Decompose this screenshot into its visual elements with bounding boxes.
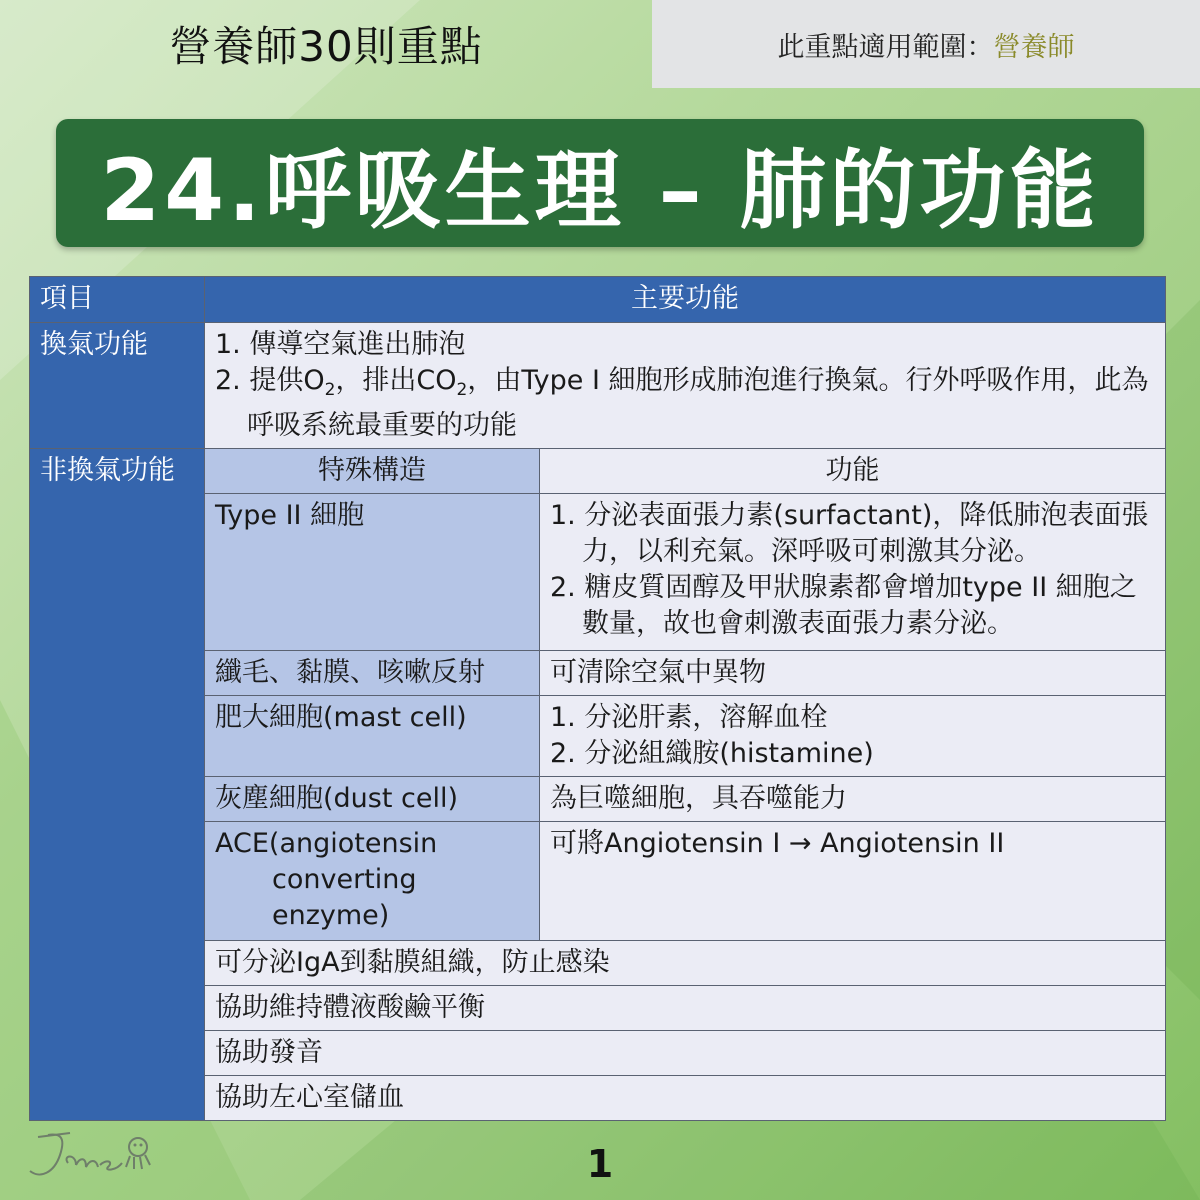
function-line: 2. 分泌組織胺(histamine) xyxy=(550,738,874,769)
signature-logo-icon xyxy=(20,1125,170,1185)
header-scope xyxy=(652,0,1200,88)
function-line: 2. 糖皮質固醇及甲狀腺素都會增加type II 細胞之數量，故也會刺激表面張力素分泌。 xyxy=(550,572,1137,639)
function-cell xyxy=(540,494,1166,651)
topic-banner: 24.呼吸生理 – 肺的功能 xyxy=(56,119,1144,247)
function-cell xyxy=(540,651,1166,696)
function-line: 可將Angiotensin Ⅰ → Angiotensin II xyxy=(550,828,1005,859)
table-row-gas-exchange xyxy=(30,323,1166,449)
structure-cell: 纖毛、黏膜、咳嗽反射 xyxy=(205,651,540,696)
extra-function-cell: 協助左心室儲血 xyxy=(205,1076,1166,1121)
subheader-function: 功能 xyxy=(540,449,1166,494)
header-main-function: 主要功能 xyxy=(205,277,1166,323)
function-line: 為巨噬細胞，具吞噬能力 xyxy=(550,783,847,814)
gas-item-1: 1. 傳導空氣進出肺泡 xyxy=(215,329,466,360)
structure-cell: 灰塵細胞(dust cell) xyxy=(205,777,540,822)
structure-cell: 肥大細胞(mast cell) xyxy=(205,696,540,777)
non-gas-exchange-label: 非換氣功能 xyxy=(30,449,205,1121)
function-cell xyxy=(540,822,1166,941)
table-header-row xyxy=(30,277,1166,323)
function-cell xyxy=(540,696,1166,777)
extra-function-cell: 協助維持體液酸鹼平衡 xyxy=(205,986,1166,1031)
extra-function-cell: 協助發音 xyxy=(205,1031,1166,1076)
gas-exchange-functions xyxy=(205,323,1166,449)
header-title: 營養師30則重點 xyxy=(169,22,483,71)
header-item: 項目 xyxy=(30,277,205,323)
page-number: 1 xyxy=(586,1142,614,1186)
function-cell xyxy=(540,777,1166,822)
nongas-subheader-row xyxy=(30,449,1166,494)
structure-cell: Type II 細胞 xyxy=(205,494,540,651)
function-table xyxy=(29,276,1166,1121)
function-line: 可清除空氣中異物 xyxy=(550,657,766,688)
structure-cell: ACE(angiotensin converting enzyme) xyxy=(205,822,540,941)
gas-item-2: 2. 提供$O_2$，排出$CO_2$，由Type Ⅰ 細胞形成肺泡進行換氣。行外呼吸作用，此為呼吸系統最重要的功能 xyxy=(215,365,1149,441)
subheader-structure: 特殊構造 xyxy=(205,449,540,494)
function-line: 1. 分泌表面張力素(surfactant)，降低肺泡表面張力，以利充氣。深呼吸可刺激其分泌。 xyxy=(550,500,1149,567)
gas-exchange-label: 換氣功能 xyxy=(30,323,205,449)
scope-value: 營養師 xyxy=(993,31,1075,63)
scope-label: 此重點適用範圍： xyxy=(777,31,994,63)
extra-function-cell: 可分泌IgA到黏膜組織，防止感染 xyxy=(205,941,1166,986)
function-line: 1. 分泌肝素，溶解血栓 xyxy=(550,702,828,733)
